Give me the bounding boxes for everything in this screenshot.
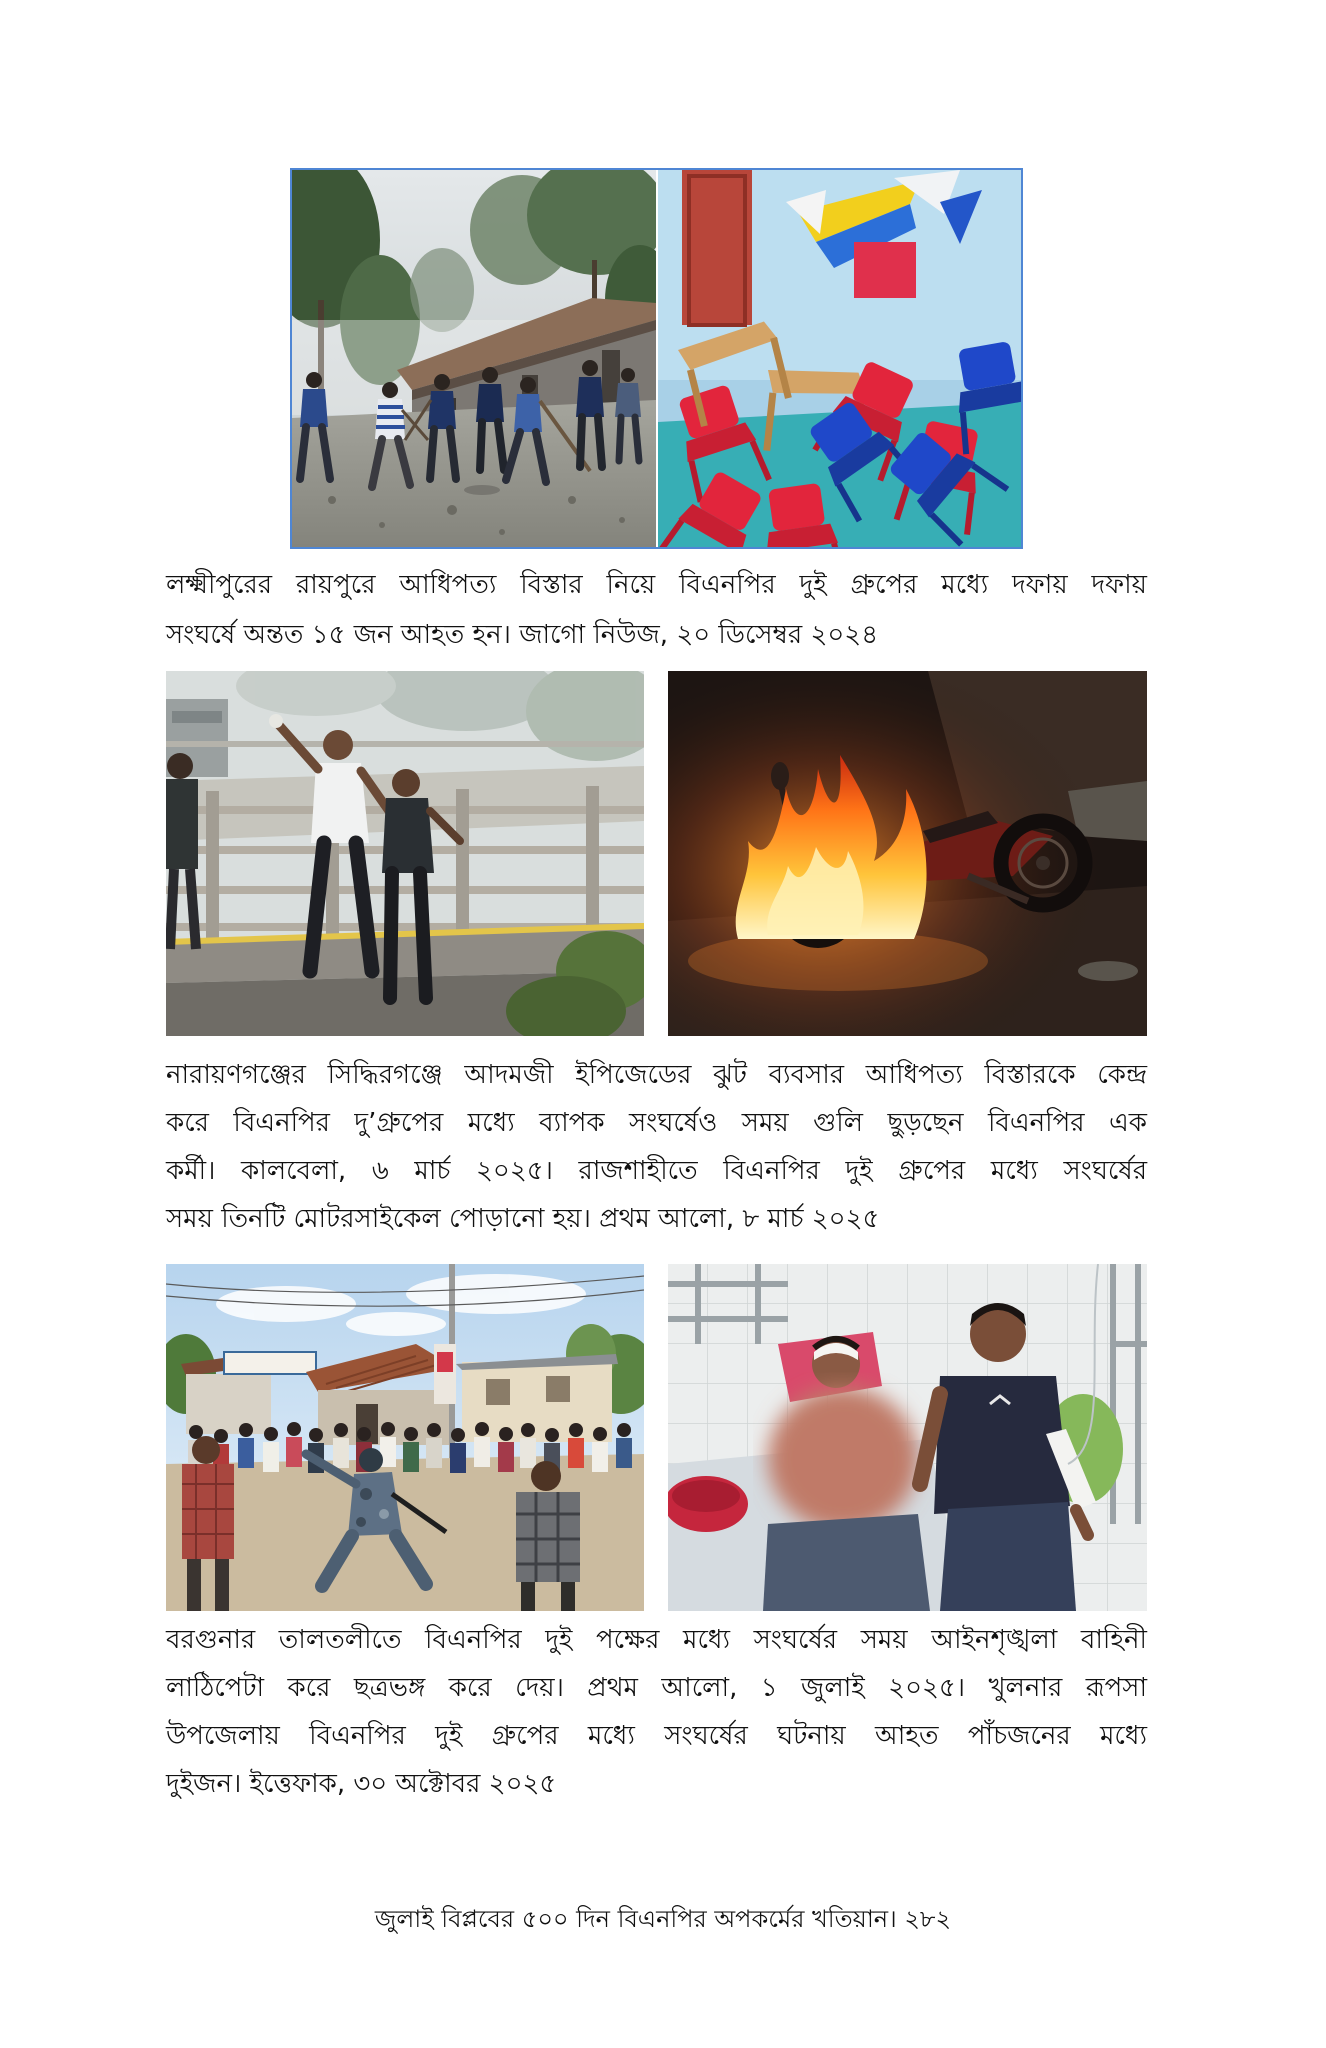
running-title: জুলাই বিপ্লবের ৫০০ দিন বিএনপির অপকর্মের খতিয়ান। xyxy=(374,1905,897,1933)
caption-narayanganj-rajshahi xyxy=(166,1051,1147,1243)
photo-pair-raipur xyxy=(290,168,1023,549)
caption-line: সময় তিনটি মোটরসাইকেল পোড়ানো হয়। প্রথম আলো, ৮ মার্চ ২০২৫ xyxy=(166,1204,880,1234)
vandalized-chairs-illustration xyxy=(658,170,1021,547)
photo-row-taltali-rupsa xyxy=(166,1264,1147,1611)
photo-street-clash xyxy=(292,170,656,547)
caption-line: বরগুনার তালতলীতে বিএনপির দুই পক্ষের মধ্যে সংঘর্ষের সময় আইনশৃঙ্খলা বাহিনী xyxy=(166,1625,1147,1655)
bridge-clash-illustration xyxy=(166,671,644,1036)
red-door xyxy=(682,170,752,325)
photo-injured-in-hospital xyxy=(668,1264,1147,1611)
burning-motorcycle-illustration xyxy=(668,671,1147,1036)
photo-bridge-clash xyxy=(166,671,644,1036)
caption-line: লাঠিপেটা করে ছত্রভঙ্গ করে দেয়। প্রথম আলো, ১ জুলাই ২০২৫। খুলনার রূপসা xyxy=(166,1673,1147,1703)
photo-row-narayanganj-rajshahi xyxy=(166,671,1147,1036)
caption-raipur-clash xyxy=(166,560,1147,660)
caption-line: করে বিএনপির দু’গ্রুপের মধ্যে ব্যাপক সংঘর্ষেও সময় গুলি ছুড়ছেন বিএনপির এক xyxy=(166,1108,1147,1138)
caption-line: কর্মী। কালবেলা, ৬ মার্চ ২০২৫। রাজশাহীতে বিএনপির দুই গ্রুপের মধ্যে সংঘর্ষের xyxy=(166,1156,1147,1186)
photo-burning-motorcycle xyxy=(668,671,1147,1036)
caption-line: উপজেলায় বিএনপির দুই গ্রুপের মধ্যে সংঘর্ষের ঘটনায় আহত পাঁচজনের মধ্যে xyxy=(166,1721,1147,1751)
caption-line: লক্ষ্মীপুরের রায়পুরে আধিপত্য বিস্তার নিয়ে বিএনপির দুই গ্রুপের মধ্যে দফায় দফায় xyxy=(166,570,1147,600)
page-number: ২৮২ xyxy=(904,1905,952,1933)
page-content xyxy=(166,168,1147,1808)
caption-line: দুইজন। ইত্তেফাক, ৩০ অক্টোবর ২০২৫ xyxy=(166,1769,557,1799)
photo-vandalized-chairs xyxy=(658,170,1021,547)
caption-taltali-rupsa xyxy=(166,1616,1147,1808)
photo-crowd-police xyxy=(166,1264,644,1611)
page-footer xyxy=(0,1898,1326,1940)
crowd-police-illustration xyxy=(166,1264,644,1611)
street-clash-illustration xyxy=(292,170,656,547)
caption-line: সংঘর্ষে অন্তত ১৫ জন আহত হন। জাগো নিউজ, ২০ ডিসেম্বর ২০২৪ xyxy=(166,620,879,650)
caption-line: নারায়ণগঞ্জের সিদ্ধিরগঞ্জে আদমজী ইপিজেডের ঝুট ব্যবসার আধিপত্য বিস্তারকে কেন্দ্র xyxy=(166,1060,1147,1090)
injured-in-hospital-illustration xyxy=(668,1264,1147,1611)
